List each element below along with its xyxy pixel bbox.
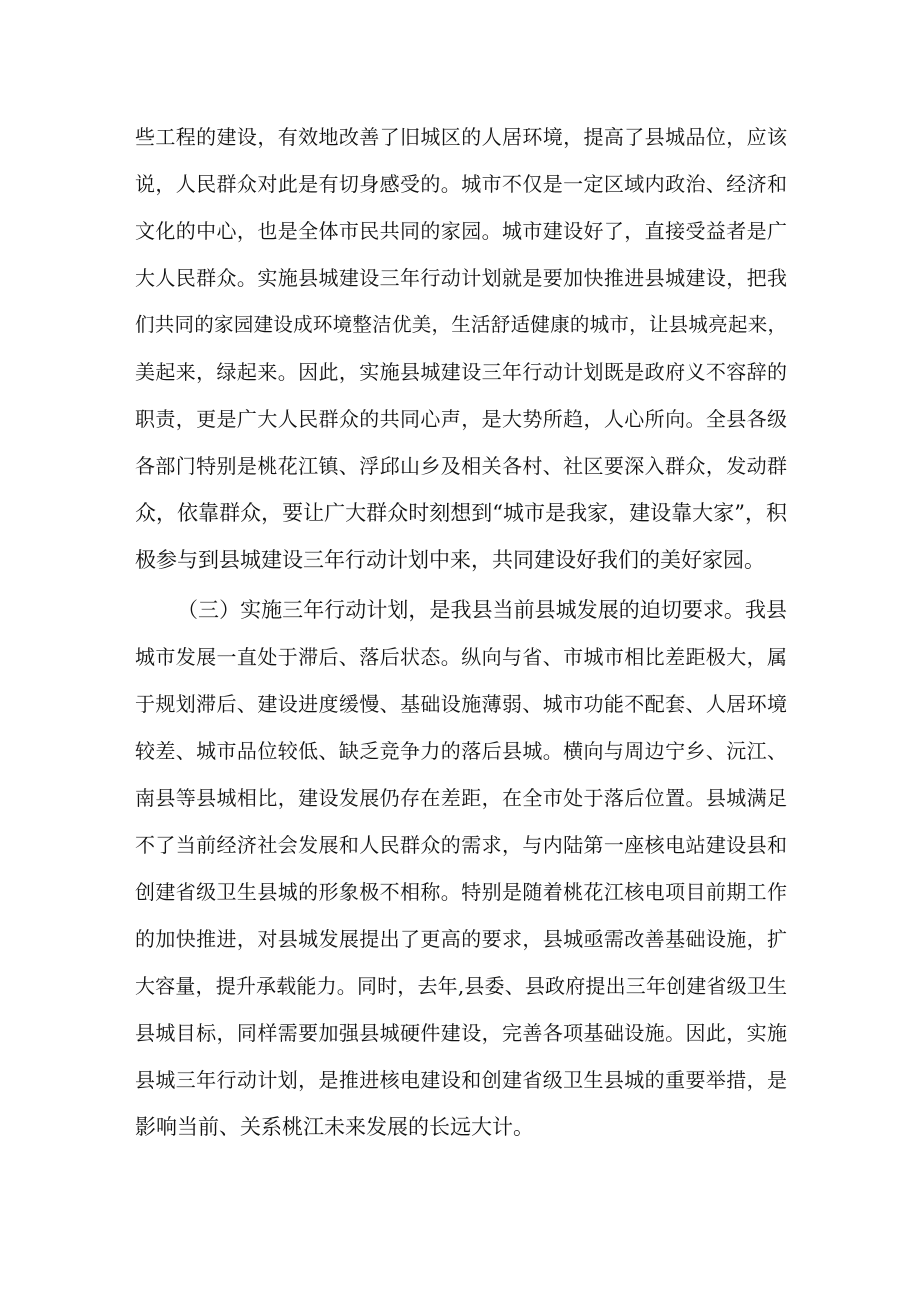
paragraph-1-line-3: 文化的中心，也是全体市民共同的家园。城市建设好了，直接受益者是广: [135, 219, 787, 243]
paragraph-2-line-8: 的加快推进，对县城发展提出了更高的要求，县城亟需改善基础设施，扩: [135, 927, 787, 951]
paragraph-2-line-6: 不了当前经济社会发展和人民群众的需求，与内陆第一座核电站建设县和: [135, 833, 787, 857]
paragraph-1-line-10: 极参与到县城建设三年行动计划中来，共同建设好我们的美好家园。: [135, 548, 765, 572]
paragraph-1-line-8: 各部门特别是桃花江镇、浮邱山乡及相关各村、社区要深入群众，发动群: [135, 454, 787, 478]
paragraph-2-line-4: 较差、城市品位较低、缺乏竞争力的落后县城。横向与周边宁乡、沅江、: [135, 739, 787, 763]
paragraph-1-line-6: 美起来，绿起来。因此，实施县城建设三年行动计划既是政府义不容辞的: [135, 360, 787, 384]
paragraph-2-line-11: 县城三年行动计划，是推进核电建设和创建省级卫生县城的重要举措，是: [135, 1068, 787, 1092]
paragraph-1-line-7: 职责，更是广大人民群众的共同心声，是大势所趋，人心所向。全县各级: [135, 407, 787, 431]
paragraph-2-line-3: 于规划滞后、建设进度缓慢、基础设施薄弱、城市功能不配套、人居环境: [135, 692, 787, 716]
paragraph-2-line-1: （三）实施三年行动计划，是我县当前县城发展的迫切要求。我县: [177, 598, 787, 622]
paragraph-1-line-2: 说，人民群众对此是有切身感受的。城市不仅是一定区域内政治、经济和: [135, 172, 787, 196]
paragraph-1-line-5: 们共同的家园建设成环境整洁优美，生活舒适健康的城市，让县城亮起来，: [135, 313, 787, 336]
paragraph-2-line-2: 城市发展一直处于滞后、落后状态。纵向与省、市城市相比差距极大，属: [135, 645, 787, 669]
paragraph-2-line-10: 县城目标，同样需要加强县城硬件建设，完善各项基础设施。因此，实施: [135, 1021, 787, 1045]
paragraph-1-line-4: 大人民群众。实施县城建设三年行动计划就是要加快推进县城建设，把我: [135, 266, 787, 290]
paragraph-2-line-5: 南县等县城相比，建设发展仍存在差距，在全市处于落后位置。县城满足: [135, 786, 787, 810]
paragraph-1-line-1: 些工程的建设，有效地改善了旧城区的人居环境，提高了县城品位，应该: [135, 125, 787, 149]
paragraph-2-line-9: 大容量，提升承载能力。同时，去年,县委、县政府提出三年创建省级卫生: [135, 974, 787, 998]
paragraph-2-line-7: 创建省级卫生县城的形象极不相称。特别是随着桃花江核电项目前期工作: [135, 880, 787, 904]
paragraph-1-line-9: 众，依靠群众，要让广大群众时刻想到“城市是我家，建设靠大家”，积: [135, 501, 787, 525]
paragraph-2-line-12: 影响当前、关系桃江未来发展的长远大计。: [135, 1115, 534, 1139]
